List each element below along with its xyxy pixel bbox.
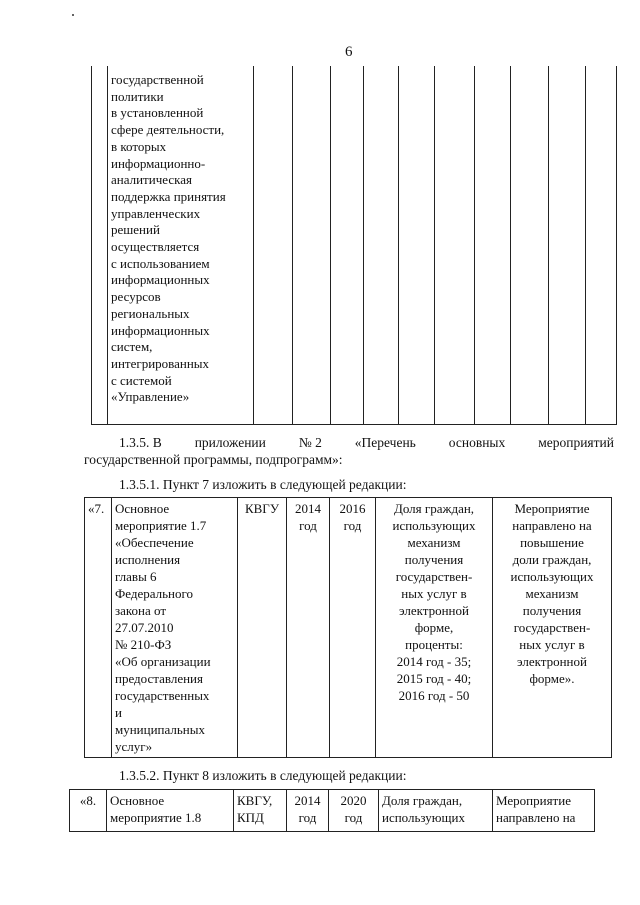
paragraph-word: приложении: [194, 435, 266, 450]
row-7-name-line: «Обеспечение: [115, 535, 194, 550]
row-7-result-line: государствен-: [395, 569, 473, 584]
row-7-name-line: главы 6: [115, 569, 157, 584]
scan-dot: [72, 14, 74, 16]
paragraph-word: основных: [448, 435, 506, 450]
top-table-line: решений: [111, 222, 160, 238]
top-table-line: аналитическая: [111, 172, 192, 188]
row-7-name-line: № 210-ФЗ: [115, 637, 172, 652]
row-7-link-line: получения: [522, 603, 582, 618]
row-7-result-line: форме,: [414, 620, 454, 635]
row-8-executor-line: КПД: [237, 810, 264, 825]
top-table-line: ресурсов: [111, 289, 161, 305]
row-8-link-line: направлено на: [496, 810, 576, 825]
table-grid-line: [253, 66, 254, 424]
row-7-activity-name: [112, 498, 238, 758]
paragraph-1-3-5-line1: [119, 434, 614, 451]
page-number: 6: [345, 44, 353, 60]
row-7-name-line: «Об организации: [115, 654, 211, 669]
paragraph-word: 1.3.5. В: [119, 435, 162, 450]
row-8-end-line: год: [344, 810, 363, 825]
row-8-result-line: использующих: [382, 810, 465, 825]
row-7-link-line: электронной: [517, 654, 587, 669]
top-table-line: информационно-: [111, 155, 206, 171]
row-8-name-line: Основное: [110, 793, 165, 808]
paragraph-word: мероприятий: [538, 435, 614, 450]
top-table-line: с системой: [111, 372, 172, 388]
row-7-link-line: доли граждан,: [512, 552, 592, 567]
row-7-result-line: 2015 год - 40;: [396, 671, 472, 686]
paragraph-word: «Перечень: [354, 435, 416, 450]
row-7-start-line: год: [299, 518, 317, 533]
row-7-name-line: Федерального: [115, 586, 194, 601]
row-7-link-line: форме».: [529, 671, 575, 686]
table-bottom-border: [91, 424, 617, 425]
table-grid-line: [107, 66, 108, 424]
row-8-start-year: [287, 790, 329, 832]
top-table-line: информационных: [111, 272, 210, 288]
row-7-name-line: услуг»: [115, 739, 153, 754]
row-8-result-line: Доля граждан,: [382, 793, 463, 808]
row-7-name-line: закона от: [115, 603, 167, 618]
row-8-expected-result: [379, 790, 493, 832]
row-7-name-line: государственных: [115, 688, 210, 703]
row-7-name-line: и: [115, 705, 122, 720]
table-grid-line: [474, 66, 475, 424]
paragraph-1-3-5-2: 1.3.5.2. Пункт 8 изложить в следующей редакции:: [119, 768, 407, 783]
row-8-table: [69, 789, 595, 832]
row-7-result-line: 2016 год - 50: [398, 688, 470, 703]
row-7-executor: КВГУ: [238, 498, 287, 758]
row-7-link-line: государствен-: [513, 620, 591, 635]
row-7-link-line: механизм: [525, 586, 579, 601]
row-7-result-line: Доля граждан,: [393, 501, 475, 516]
table-grid-line: [434, 66, 435, 424]
top-table-line: информационных: [111, 322, 210, 338]
table-grid-line: [548, 66, 549, 424]
row-8-executor: [234, 790, 287, 832]
table-grid-line: [363, 66, 364, 424]
row-7-expected-result: [376, 498, 493, 758]
top-table-line: в установленной: [111, 105, 204, 121]
row-7-result-line: электронной: [399, 603, 469, 618]
row-7-link-line: ных услуг в: [519, 637, 585, 652]
row-7-name-line: мероприятие 1.7: [115, 518, 207, 533]
top-table-line: региональных: [111, 305, 190, 321]
paragraph-1-3-5-line2: государственной программы, подпрограмм»:: [84, 452, 343, 467]
row-7-result-line: использующих: [392, 518, 476, 533]
top-table-line: поддержка принятия: [111, 188, 226, 204]
top-table-line: сфере деятельности,: [111, 122, 225, 138]
row-7-name-line: 27.07.2010: [115, 620, 174, 635]
row-7-end-line: год: [343, 518, 362, 533]
row-7-name-line: исполнения: [115, 552, 181, 567]
row-8-end-line: 2020: [340, 793, 367, 808]
row-8-executor-line: КВГУ,: [237, 793, 273, 808]
row-7-result-line: получения: [404, 552, 464, 567]
row-7-name-line: Основное: [115, 501, 170, 516]
row-8-start-line: год: [298, 810, 317, 825]
row-8-link-line: Мероприятие: [496, 793, 571, 808]
table-grid-line: [330, 66, 331, 424]
row-7-number: «7.: [85, 498, 112, 758]
top-table-line: систем,: [111, 339, 153, 355]
top-table-line: политики: [111, 88, 164, 104]
row-7-link-line: использующих: [510, 569, 594, 584]
row-8-link: [493, 790, 595, 832]
row-7-name-line: предоставления: [115, 671, 203, 686]
table-grid-line: [510, 66, 511, 424]
row-7-result-line: механизм: [407, 535, 461, 550]
row-7-start-line: 2014: [295, 501, 321, 516]
row-7-result-line: 2014 год - 35;: [396, 654, 472, 669]
row-7-link-line: повышение: [520, 535, 584, 550]
row-7-result-line: проценты:: [405, 637, 463, 652]
table-grid-line: [585, 66, 586, 424]
row-8-start-line: 2014: [294, 793, 321, 808]
top-table-line: в которых: [111, 138, 167, 154]
top-table-line: интегрированных: [111, 355, 210, 371]
table-grid-line: [398, 66, 399, 424]
row-7-result-line: ных услуг в: [401, 586, 467, 601]
row-8-activity-name: [107, 790, 234, 832]
row-7-table: [84, 497, 612, 758]
row-8-name-line: мероприятие 1.8: [110, 810, 202, 825]
top-table-line: государственной: [111, 72, 204, 87]
top-table-line: «Управление»: [111, 389, 190, 405]
row-8-end-year: [329, 790, 379, 832]
row-7-name-line: муниципальных: [115, 722, 206, 737]
table-grid-line: [91, 66, 92, 424]
row-8-number: «8.: [70, 790, 107, 832]
top-table-line: с использованием: [111, 255, 210, 271]
row-7-link: [493, 498, 612, 758]
row-7-end-year: [330, 498, 376, 758]
top-table-line: осуществляется: [111, 239, 200, 255]
table-grid-line: [292, 66, 293, 424]
row-7-link-line: Мероприятие: [514, 501, 590, 516]
top-table-line: управленческих: [111, 205, 201, 221]
paragraph-1-3-5-1: 1.3.5.1. Пункт 7 изложить в следующей редакции:: [119, 477, 407, 492]
paragraph-word: № 2: [298, 435, 322, 450]
row-7-end-line: 2016: [339, 501, 366, 516]
row-7-link-line: направлено на: [512, 518, 592, 533]
table-grid-line: [616, 66, 617, 424]
row-7-start-year: [287, 498, 330, 758]
top-table-cell-text: [111, 72, 226, 406]
